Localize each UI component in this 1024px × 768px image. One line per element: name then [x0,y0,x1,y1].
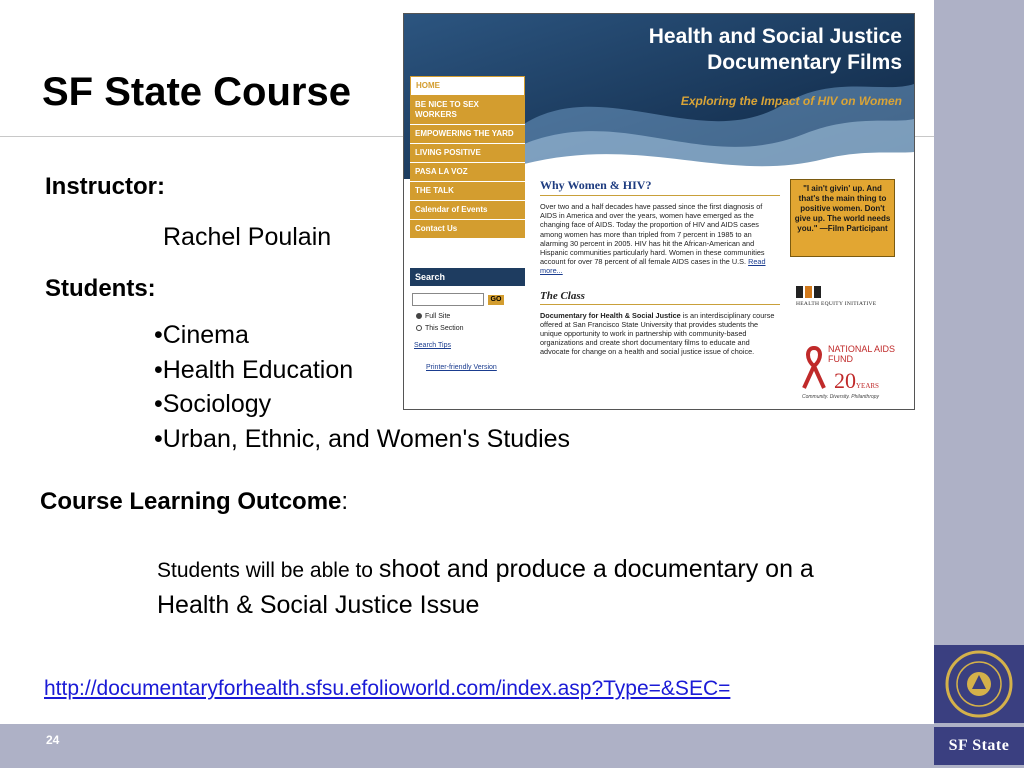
outcome-label [40,488,348,516]
instructor-label: Instructor: [45,173,165,200]
list-item: •Sociology [154,390,272,418]
read-more-link[interactable]: Read more... [540,257,766,276]
site-tagline: Exploring the Impact of HIV on Women [680,94,902,108]
class-body [540,311,780,357]
nav-item-home[interactable]: HOME [410,76,525,96]
radio-full-site[interactable] [416,313,450,320]
outcome-text [157,553,877,625]
radio-this-section-label: This Section [425,325,464,332]
outcome-label-colon: : [341,488,349,515]
students-label: Students: [45,275,156,302]
nav-item-be-nice[interactable]: BE NICE TO SEX WORKERS [410,96,525,125]
outcome-label-text: Course Learning Outcome [40,488,342,515]
ribbon-icon [800,344,828,392]
radio-selected-icon [416,313,422,319]
nav-item-empowering[interactable]: EMPOWERING THE YARD [410,125,525,144]
class-heading: The Class [540,290,780,305]
page-number: 24 [46,733,60,747]
slide-title: SF State Course [42,70,351,114]
naf-name: NATIONAL AIDS FUND [828,344,896,364]
list-item: •Urban, Ethnic, and Women's Studies [154,424,571,453]
outcome-text-lead: Students will be able to [157,559,379,582]
footer-bar [0,724,934,768]
nav-item-calendar[interactable]: Calendar of Events [410,201,525,220]
site-nav [410,76,525,239]
list-item: •Health Education [154,355,354,384]
site-search-input[interactable] [412,293,484,306]
quote-box: "I ain't givin' up. And that's the main thing to positive women. Don't give up. The world needs you." —Film Participant [790,179,895,257]
article-heading: Why Women & HIV? [540,178,780,196]
sf-state-logo: SF State [934,727,1024,765]
nav-item-the-talk[interactable]: THE TALK [410,182,525,201]
site-search-heading: Search [410,268,525,286]
radio-unselected-icon [416,325,422,331]
search-tips-link[interactable]: Search Tips [414,342,451,349]
health-equity-text: HEALTH EQUITY INITIATIVE [796,301,877,307]
nav-item-living-positive[interactable]: LIVING POSITIVE [410,144,525,163]
printer-friendly-link[interactable]: Printer-friendly Version [426,364,497,371]
article-body-text: Over two and a half decades have passed since the first diagnosis of AIDS in America and over the years, women have emerged as the changing face of AIDS. Today the proportion of HIV and AIDS cases among women has more than tripled from 7 percent in 1985 to an alarming 30 percent in 2005. HIV has hit the African-American and Hispanic communities particularly hard. Women in these communities account for over 78 percent of all female AIDS cases in the U.S. [540,202,765,267]
list-item: •Cinema [154,321,249,349]
site-article [540,178,780,357]
naf-years [834,368,879,394]
nav-item-contact[interactable]: Contact Us [410,220,525,239]
class-body-bold: Documentary for Health & Social Justice [540,310,681,320]
radio-this-section[interactable] [416,325,464,332]
naf-tagline: Community. Diversity. Philanthropy [802,394,880,400]
course-website-link[interactable]: http://documentaryforhealth.sfsu.efolioworld.com/index.asp?Type=&SEC= [44,677,731,700]
site-search-go-button[interactable]: GO [488,295,504,305]
article-body [540,202,780,276]
class-body-text: is an interdisciplinary course offered at San Francisco State University that provides students the unique opportunity to work in partnership with community-based organizations and create short documentary films to educate and advocate for change on a health and social justice issue of choice. [540,310,775,357]
naf-years-number: 20 [834,368,856,393]
outcome-text-main: shoot and produce a documentary on a Health & Social Justice Issue [157,555,814,619]
nav-item-pasa-la-voz[interactable]: PASA LA VOZ [410,163,525,182]
sfsu-seal-icon [934,645,1024,723]
website-screenshot [403,13,915,410]
site-title-line1: Health and Social Justice [648,25,902,48]
radio-full-site-label: Full Site [425,313,451,320]
naf-years-label: YEARS [856,382,879,390]
health-equity-mark-icon [796,286,896,298]
instructor-name: Rachel Poulain [163,223,332,251]
national-aids-fund-logo [798,342,898,404]
health-equity-logo [796,286,896,307]
site-title [649,24,902,76]
site-title-line2: Documentary Films [707,51,902,74]
